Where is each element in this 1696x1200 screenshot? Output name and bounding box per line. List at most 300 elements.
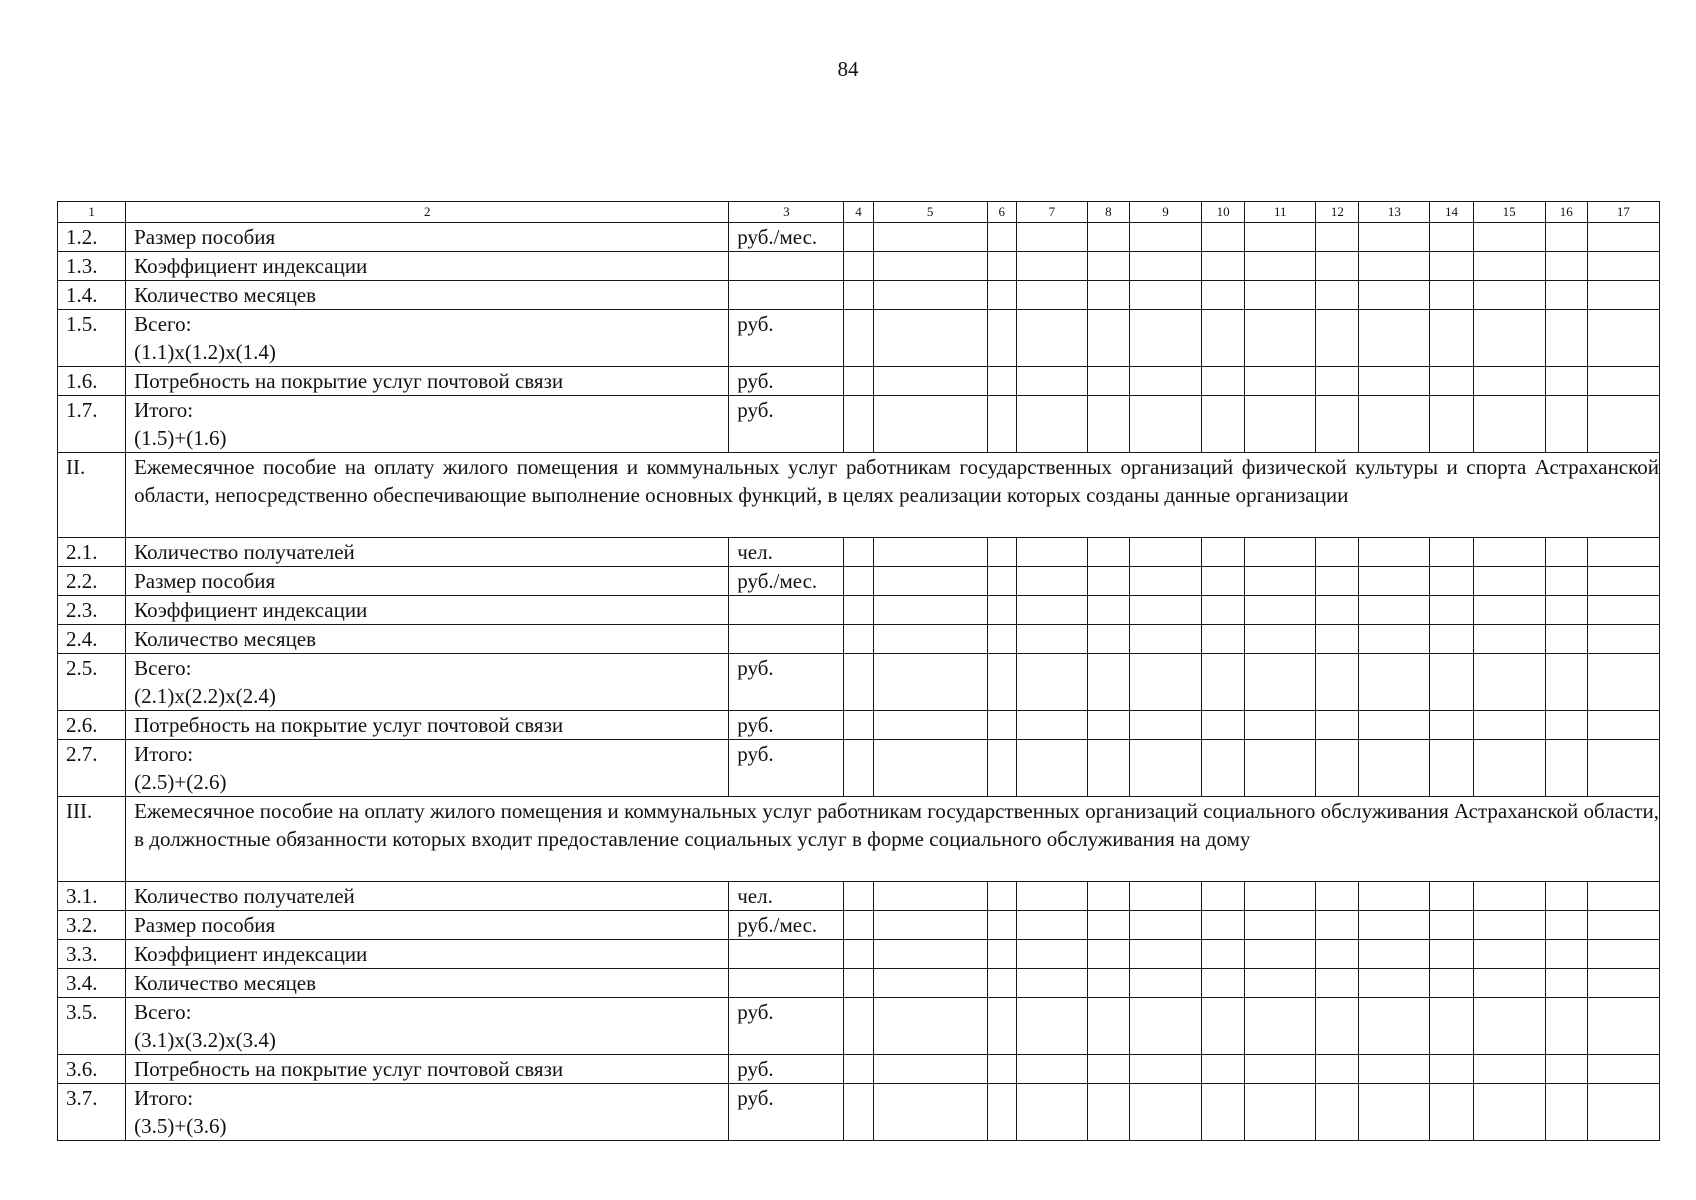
value-cell xyxy=(1545,538,1587,567)
value-cell xyxy=(1245,654,1316,711)
value-cell xyxy=(1359,625,1430,654)
unit-cell: руб. xyxy=(729,310,844,367)
value-cell xyxy=(1359,396,1430,453)
value-cell xyxy=(1016,740,1087,797)
unit-cell: руб. xyxy=(729,740,844,797)
value-cell xyxy=(1587,1055,1659,1084)
row-number: II. xyxy=(58,453,126,538)
value-cell xyxy=(1202,740,1245,797)
value-cell xyxy=(1587,940,1659,969)
unit-cell: руб. xyxy=(729,711,844,740)
value-cell xyxy=(1016,654,1087,711)
table-row xyxy=(58,940,1660,969)
value-cell xyxy=(1545,596,1587,625)
value-cell xyxy=(1587,740,1659,797)
value-cell xyxy=(1087,654,1129,711)
column-number-cell: 2 xyxy=(126,202,729,223)
row-number: III. xyxy=(58,797,126,882)
value-cell xyxy=(1316,998,1359,1055)
value-cell xyxy=(1430,740,1473,797)
row-number: 2.6. xyxy=(58,711,126,740)
table-row xyxy=(58,1055,1660,1084)
value-cell xyxy=(1129,223,1201,252)
section-title: Ежемесячное пособие на оплату жилого помещения и коммунальных услуг работникам государственных организаций физической культуры и спорта Астраханской области, непосредственно обеспечивающие выполнение основных функций, в целях реализации которых созданы данные организации xyxy=(126,453,1660,538)
value-cell xyxy=(844,596,873,625)
column-number-cell: 16 xyxy=(1545,202,1587,223)
column-number-cell: 10 xyxy=(1202,202,1245,223)
table-row xyxy=(58,252,1660,281)
column-number-cell: 9 xyxy=(1129,202,1201,223)
value-cell xyxy=(1545,223,1587,252)
value-cell xyxy=(1087,538,1129,567)
value-cell xyxy=(1430,998,1473,1055)
value-cell xyxy=(1430,367,1473,396)
indicator-label: Размер пособия xyxy=(134,569,276,593)
value-cell xyxy=(1245,940,1316,969)
row-number: 3.3. xyxy=(58,940,126,969)
value-cell xyxy=(1087,625,1129,654)
value-cell xyxy=(1473,396,1545,453)
value-cell xyxy=(1359,538,1430,567)
value-cell xyxy=(873,310,987,367)
indicator-formula: (2.1)x(2.2)x(2.4) xyxy=(134,684,276,708)
value-cell xyxy=(1545,567,1587,596)
value-cell xyxy=(1587,1084,1659,1141)
indicator-label: Количество месяцев xyxy=(134,971,317,995)
value-cell xyxy=(1473,567,1545,596)
unit-cell: руб./мес. xyxy=(729,911,844,940)
value-cell xyxy=(844,740,873,797)
value-cell xyxy=(1430,281,1473,310)
value-cell xyxy=(1430,969,1473,998)
indicator-cell xyxy=(126,596,729,625)
value-cell xyxy=(1316,654,1359,711)
value-cell xyxy=(1316,596,1359,625)
value-cell xyxy=(1430,596,1473,625)
row-number: 3.5. xyxy=(58,998,126,1055)
value-cell xyxy=(1129,310,1201,367)
indicator-label: Всего: xyxy=(134,1000,192,1024)
value-cell xyxy=(873,252,987,281)
value-cell xyxy=(1016,969,1087,998)
value-cell xyxy=(1587,711,1659,740)
value-cell xyxy=(1359,882,1430,911)
value-cell xyxy=(873,740,987,797)
value-cell xyxy=(1087,940,1129,969)
value-cell xyxy=(1545,882,1587,911)
value-cell xyxy=(987,396,1016,453)
value-cell xyxy=(873,711,987,740)
column-number-cell: 4 xyxy=(844,202,873,223)
indicator-label: Коэффициент индексации xyxy=(134,942,368,966)
indicator-cell xyxy=(126,252,729,281)
unit-cell: руб. xyxy=(729,1055,844,1084)
value-cell xyxy=(1202,711,1245,740)
value-cell xyxy=(1087,911,1129,940)
value-cell xyxy=(1587,252,1659,281)
value-cell xyxy=(1359,252,1430,281)
unit-cell: руб. xyxy=(729,396,844,453)
row-number: 1.6. xyxy=(58,367,126,396)
value-cell xyxy=(1087,252,1129,281)
value-cell xyxy=(1016,567,1087,596)
row-number: 3.4. xyxy=(58,969,126,998)
value-cell xyxy=(1545,998,1587,1055)
indicator-formula: (3.1)x(3.2)x(3.4) xyxy=(134,1028,276,1052)
value-cell xyxy=(1545,310,1587,367)
value-cell xyxy=(1016,310,1087,367)
value-cell xyxy=(1587,367,1659,396)
value-cell xyxy=(1087,310,1129,367)
value-cell xyxy=(987,740,1016,797)
value-cell xyxy=(1202,252,1245,281)
value-cell xyxy=(987,596,1016,625)
value-cell xyxy=(1129,940,1201,969)
value-cell xyxy=(1245,538,1316,567)
value-cell xyxy=(1359,711,1430,740)
value-cell xyxy=(844,310,873,367)
value-cell xyxy=(1016,223,1087,252)
value-cell xyxy=(1202,882,1245,911)
value-cell xyxy=(1359,310,1430,367)
table-row xyxy=(58,396,1660,453)
row-number: 1.5. xyxy=(58,310,126,367)
value-cell xyxy=(1087,711,1129,740)
value-cell xyxy=(1087,740,1129,797)
value-cell xyxy=(1245,223,1316,252)
section-header-row xyxy=(58,453,1660,538)
value-cell xyxy=(1587,567,1659,596)
indicator-cell xyxy=(126,1055,729,1084)
value-cell xyxy=(1545,252,1587,281)
value-cell xyxy=(1202,281,1245,310)
value-cell xyxy=(873,1055,987,1084)
indicator-label: Итого: xyxy=(134,1086,194,1110)
value-cell xyxy=(987,911,1016,940)
value-cell xyxy=(1245,396,1316,453)
column-number-cell: 1 xyxy=(58,202,126,223)
value-cell xyxy=(1473,252,1545,281)
column-number-cell: 14 xyxy=(1430,202,1473,223)
value-cell xyxy=(1359,223,1430,252)
value-cell xyxy=(1087,596,1129,625)
value-cell xyxy=(1129,596,1201,625)
value-cell xyxy=(1245,367,1316,396)
value-cell xyxy=(987,538,1016,567)
value-cell xyxy=(987,625,1016,654)
column-number-cell: 13 xyxy=(1359,202,1430,223)
indicator-label: Всего: xyxy=(134,312,192,336)
row-number: 3.2. xyxy=(58,911,126,940)
unit-cell xyxy=(729,969,844,998)
value-cell xyxy=(987,281,1016,310)
value-cell xyxy=(1245,310,1316,367)
unit-cell: чел. xyxy=(729,882,844,911)
indicator-cell xyxy=(126,882,729,911)
value-cell xyxy=(987,252,1016,281)
indicator-cell xyxy=(126,281,729,310)
indicator-label: Коэффициент индексации xyxy=(134,254,368,278)
page-number: 84 xyxy=(837,57,859,81)
value-cell xyxy=(873,654,987,711)
row-number: 3.7. xyxy=(58,1084,126,1141)
table-row xyxy=(58,740,1660,797)
indicator-label: Всего: xyxy=(134,656,192,680)
value-cell xyxy=(844,911,873,940)
value-cell xyxy=(1245,596,1316,625)
value-cell xyxy=(1430,396,1473,453)
row-number: 2.2. xyxy=(58,567,126,596)
value-cell xyxy=(1129,1055,1201,1084)
value-cell xyxy=(1473,596,1545,625)
value-cell xyxy=(987,1084,1016,1141)
value-cell xyxy=(1473,969,1545,998)
value-cell xyxy=(1087,969,1129,998)
column-number-cell: 11 xyxy=(1245,202,1316,223)
unit-cell xyxy=(729,252,844,281)
value-cell xyxy=(1202,969,1245,998)
value-cell xyxy=(1016,940,1087,969)
indicator-cell xyxy=(126,538,729,567)
value-cell xyxy=(1587,882,1659,911)
value-cell xyxy=(1129,281,1201,310)
value-cell xyxy=(1016,882,1087,911)
value-cell xyxy=(1202,596,1245,625)
unit-cell: руб. xyxy=(729,1084,844,1141)
value-cell xyxy=(1087,998,1129,1055)
unit-cell: руб./мес. xyxy=(729,567,844,596)
indicator-cell xyxy=(126,911,729,940)
column-number-cell: 17 xyxy=(1587,202,1659,223)
value-cell xyxy=(987,367,1016,396)
value-cell xyxy=(844,998,873,1055)
indicator-cell xyxy=(126,711,729,740)
value-cell xyxy=(1473,654,1545,711)
value-cell xyxy=(1129,654,1201,711)
value-cell xyxy=(1430,223,1473,252)
value-cell xyxy=(1316,1084,1359,1141)
value-cell xyxy=(1316,252,1359,281)
indicator-cell xyxy=(126,567,729,596)
value-cell xyxy=(1430,1084,1473,1141)
column-number-cell: 15 xyxy=(1473,202,1545,223)
value-cell xyxy=(1587,596,1659,625)
unit-cell: руб. xyxy=(729,998,844,1055)
indicator-cell xyxy=(126,998,729,1055)
value-cell xyxy=(844,1055,873,1084)
value-cell xyxy=(873,1084,987,1141)
value-cell xyxy=(1245,567,1316,596)
indicator-cell xyxy=(126,625,729,654)
value-cell xyxy=(1587,911,1659,940)
value-cell xyxy=(1202,367,1245,396)
unit-cell: руб./мес. xyxy=(729,223,844,252)
value-cell xyxy=(1245,911,1316,940)
column-number-cell: 12 xyxy=(1316,202,1359,223)
value-cell xyxy=(873,911,987,940)
value-cell xyxy=(1016,281,1087,310)
value-cell xyxy=(1430,711,1473,740)
value-cell xyxy=(1473,1055,1545,1084)
value-cell xyxy=(1316,538,1359,567)
value-cell xyxy=(1202,625,1245,654)
row-number: 1.7. xyxy=(58,396,126,453)
value-cell xyxy=(1430,538,1473,567)
value-cell xyxy=(1202,1055,1245,1084)
value-cell xyxy=(1587,625,1659,654)
value-cell xyxy=(1087,367,1129,396)
value-cell xyxy=(1316,567,1359,596)
unit-cell xyxy=(729,281,844,310)
value-cell xyxy=(1359,969,1430,998)
value-cell xyxy=(1430,882,1473,911)
table-row xyxy=(58,654,1660,711)
value-cell xyxy=(1587,538,1659,567)
value-cell xyxy=(1587,281,1659,310)
value-cell xyxy=(1016,911,1087,940)
table-row xyxy=(58,223,1660,252)
value-cell xyxy=(1430,310,1473,367)
value-cell xyxy=(987,998,1016,1055)
row-number: 2.5. xyxy=(58,654,126,711)
indicator-cell xyxy=(126,654,729,711)
value-cell xyxy=(1545,1055,1587,1084)
indicator-label: Размер пособия xyxy=(134,913,276,937)
value-cell xyxy=(1087,1084,1129,1141)
value-cell xyxy=(1359,911,1430,940)
value-cell xyxy=(1016,252,1087,281)
value-cell xyxy=(1087,882,1129,911)
value-cell xyxy=(844,223,873,252)
value-cell xyxy=(1245,998,1316,1055)
value-cell xyxy=(1587,396,1659,453)
value-cell xyxy=(1359,567,1430,596)
value-cell xyxy=(1473,882,1545,911)
column-number-row xyxy=(58,202,1660,223)
value-cell xyxy=(1430,654,1473,711)
value-cell xyxy=(1316,940,1359,969)
indicator-label: Потребность на покрытие услуг почтовой связи xyxy=(134,369,564,393)
row-number: 1.4. xyxy=(58,281,126,310)
value-cell xyxy=(1016,596,1087,625)
value-cell xyxy=(1245,740,1316,797)
value-cell xyxy=(1087,396,1129,453)
value-cell xyxy=(1202,310,1245,367)
value-cell xyxy=(1245,1055,1316,1084)
value-cell xyxy=(844,281,873,310)
value-cell xyxy=(1587,310,1659,367)
value-cell xyxy=(987,654,1016,711)
value-cell xyxy=(1473,740,1545,797)
value-cell xyxy=(987,310,1016,367)
value-cell xyxy=(1430,940,1473,969)
value-cell xyxy=(1359,740,1430,797)
column-number-cell: 3 xyxy=(729,202,844,223)
value-cell xyxy=(844,940,873,969)
table-row xyxy=(58,567,1660,596)
value-cell xyxy=(1129,538,1201,567)
value-cell xyxy=(987,567,1016,596)
value-cell xyxy=(1473,223,1545,252)
value-cell xyxy=(1129,911,1201,940)
value-cell xyxy=(1316,1055,1359,1084)
value-cell xyxy=(1129,625,1201,654)
unit-cell: чел. xyxy=(729,538,844,567)
indicator-cell xyxy=(126,223,729,252)
value-cell xyxy=(873,396,987,453)
value-cell xyxy=(1545,625,1587,654)
table-row xyxy=(58,538,1660,567)
indicator-cell xyxy=(126,969,729,998)
value-cell xyxy=(1545,654,1587,711)
value-cell xyxy=(987,940,1016,969)
value-cell xyxy=(1087,567,1129,596)
value-cell xyxy=(1016,538,1087,567)
value-cell xyxy=(1316,281,1359,310)
indicator-formula: (2.5)+(2.6) xyxy=(134,770,227,794)
value-cell xyxy=(1587,223,1659,252)
row-number: 1.2. xyxy=(58,223,126,252)
value-cell xyxy=(873,538,987,567)
indicator-formula: (3.5)+(3.6) xyxy=(134,1114,227,1138)
row-number: 2.1. xyxy=(58,538,126,567)
indicator-cell xyxy=(126,740,729,797)
value-cell xyxy=(844,625,873,654)
indicator-cell xyxy=(126,367,729,396)
row-number: 3.6. xyxy=(58,1055,126,1084)
value-cell xyxy=(1316,882,1359,911)
value-cell xyxy=(1545,740,1587,797)
value-cell xyxy=(1202,940,1245,969)
indicator-cell xyxy=(126,310,729,367)
value-cell xyxy=(873,940,987,969)
value-cell xyxy=(1016,998,1087,1055)
value-cell xyxy=(1587,654,1659,711)
value-cell xyxy=(1545,711,1587,740)
value-cell xyxy=(1359,596,1430,625)
value-cell xyxy=(1245,281,1316,310)
value-cell xyxy=(1202,567,1245,596)
value-cell xyxy=(1245,252,1316,281)
table-row xyxy=(58,882,1660,911)
value-cell xyxy=(1473,911,1545,940)
value-cell xyxy=(1316,711,1359,740)
table-row xyxy=(58,711,1660,740)
value-cell xyxy=(1087,1055,1129,1084)
value-cell xyxy=(1202,396,1245,453)
indicator-label: Размер пособия xyxy=(134,225,276,249)
value-cell xyxy=(1016,1055,1087,1084)
row-number: 1.3. xyxy=(58,252,126,281)
value-cell xyxy=(1245,1084,1316,1141)
row-number: 3.1. xyxy=(58,882,126,911)
table-row xyxy=(58,596,1660,625)
indicator-label: Итого: xyxy=(134,398,194,422)
indicator-label: Коэффициент индексации xyxy=(134,598,368,622)
value-cell xyxy=(1016,367,1087,396)
value-cell xyxy=(1473,1084,1545,1141)
value-cell xyxy=(1316,396,1359,453)
value-cell xyxy=(1129,882,1201,911)
value-cell xyxy=(1129,252,1201,281)
value-cell xyxy=(1316,625,1359,654)
value-cell xyxy=(844,567,873,596)
value-cell xyxy=(844,711,873,740)
value-cell xyxy=(873,969,987,998)
indicator-label: Потребность на покрытие услуг почтовой связи xyxy=(134,713,564,737)
column-number-cell: 5 xyxy=(873,202,987,223)
value-cell xyxy=(1430,567,1473,596)
